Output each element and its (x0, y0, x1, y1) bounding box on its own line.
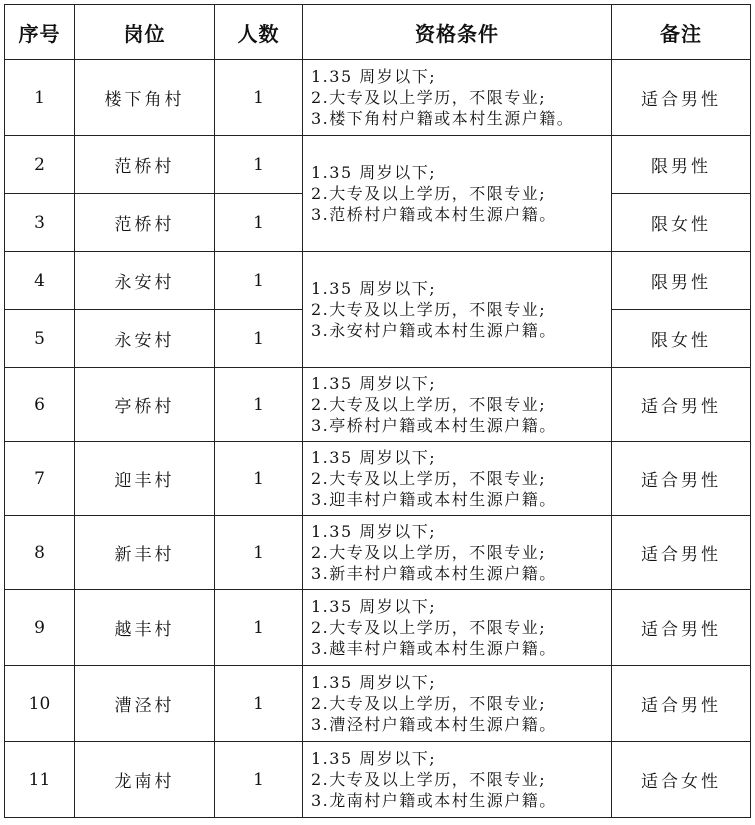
post-name: 楼下角村 (75, 60, 215, 136)
conditions-cell (303, 252, 612, 368)
condition-line: 2.大专及以上学历，不限专业; (311, 543, 547, 562)
condition-line: 1.35 周岁以下; (311, 448, 437, 467)
row-number: 7 (5, 442, 75, 516)
post-name: 范桥村 (75, 194, 215, 252)
post-name: 范桥村 (75, 136, 215, 194)
condition-line: 2.大专及以上学历，不限专业; (311, 770, 547, 789)
table-row (5, 252, 751, 310)
condition-line: 3.楼下角村户籍或本村生源户籍。 (311, 109, 575, 128)
table-row (5, 442, 751, 516)
table-row (5, 590, 751, 666)
headcount: 1 (215, 442, 303, 516)
condition-line: 2.大专及以上学历，不限专业; (311, 395, 547, 414)
row-number: 11 (5, 742, 75, 818)
header-count: 人数 (215, 5, 303, 60)
condition-line: 1.35 周岁以下; (311, 673, 437, 692)
conditions-cell (303, 368, 612, 442)
condition-line: 3.迎丰村户籍或本村生源户籍。 (311, 490, 557, 509)
table-row (5, 368, 751, 442)
condition-line: 2.大专及以上学历，不限专业; (311, 618, 547, 637)
condition-line: 2.大专及以上学历，不限专业; (311, 88, 547, 107)
row-number: 4 (5, 252, 75, 310)
condition-line: 3.永安村户籍或本村生源户籍。 (311, 321, 557, 340)
row-number: 9 (5, 590, 75, 666)
remarks-cell: 适合男性 (612, 666, 751, 742)
header-conditions: 资格条件 (303, 5, 612, 60)
header-post: 岗位 (75, 5, 215, 60)
headcount: 1 (215, 60, 303, 136)
headcount: 1 (215, 368, 303, 442)
headcount: 1 (215, 136, 303, 194)
condition-line: 1.35 周岁以下; (311, 279, 437, 298)
post-name: 迎丰村 (75, 442, 215, 516)
condition-line: 3.越丰村户籍或本村生源户籍。 (311, 639, 557, 658)
remarks-cell: 限女性 (612, 194, 751, 252)
condition-line: 2.大专及以上学历，不限专业; (311, 469, 547, 488)
remarks-cell: 适合男性 (612, 516, 751, 590)
post-name: 永安村 (75, 252, 215, 310)
condition-line: 2.大专及以上学历，不限专业; (311, 694, 547, 713)
row-number: 8 (5, 516, 75, 590)
condition-line: 1.35 周岁以下; (311, 67, 437, 86)
row-number: 1 (5, 60, 75, 136)
header-remarks: 备注 (612, 5, 751, 60)
condition-line: 1.35 周岁以下; (311, 374, 437, 393)
table-row (5, 666, 751, 742)
conditions-cell (303, 442, 612, 516)
remarks-cell: 适合女性 (612, 742, 751, 818)
condition-line: 3.漕泾村户籍或本村生源户籍。 (311, 715, 557, 734)
condition-line: 3.亭桥村户籍或本村生源户籍。 (311, 416, 557, 435)
post-name: 新丰村 (75, 516, 215, 590)
conditions-cell (303, 666, 612, 742)
condition-line: 2.大专及以上学历，不限专业; (311, 300, 547, 319)
row-number: 2 (5, 136, 75, 194)
condition-line: 2.大专及以上学历，不限专业; (311, 184, 547, 203)
table-row (5, 742, 751, 818)
remarks-cell: 适合男性 (612, 368, 751, 442)
remarks-cell: 限女性 (612, 310, 751, 368)
headcount: 1 (215, 590, 303, 666)
conditions-cell (303, 136, 612, 252)
header-no: 序号 (5, 5, 75, 60)
post-name: 越丰村 (75, 590, 215, 666)
row-number: 5 (5, 310, 75, 368)
remarks-cell: 限男性 (612, 252, 751, 310)
headcount: 1 (215, 742, 303, 818)
row-number: 3 (5, 194, 75, 252)
conditions-cell (303, 60, 612, 136)
condition-line: 3.范桥村户籍或本村生源户籍。 (311, 205, 557, 224)
table-row (5, 60, 751, 136)
condition-line: 1.35 周岁以下; (311, 522, 437, 541)
conditions-cell (303, 590, 612, 666)
headcount: 1 (215, 194, 303, 252)
post-name: 亭桥村 (75, 368, 215, 442)
headcount: 1 (215, 516, 303, 590)
remarks-cell: 适合男性 (612, 590, 751, 666)
remarks-cell: 适合男性 (612, 442, 751, 516)
row-number: 10 (5, 666, 75, 742)
headcount: 1 (215, 310, 303, 368)
post-name: 永安村 (75, 310, 215, 368)
header-row (5, 5, 751, 60)
post-name: 龙南村 (75, 742, 215, 818)
conditions-cell (303, 742, 612, 818)
table-row (5, 136, 751, 194)
row-number: 6 (5, 368, 75, 442)
positions-table (4, 4, 751, 818)
condition-line: 3.龙南村户籍或本村生源户籍。 (311, 791, 557, 810)
condition-line: 1.35 周岁以下; (311, 163, 437, 182)
headcount: 1 (215, 666, 303, 742)
post-name: 漕泾村 (75, 666, 215, 742)
conditions-cell (303, 516, 612, 590)
condition-line: 1.35 周岁以下; (311, 749, 437, 768)
table-row (5, 516, 751, 590)
remarks-cell: 限男性 (612, 136, 751, 194)
headcount: 1 (215, 252, 303, 310)
condition-line: 3.新丰村户籍或本村生源户籍。 (311, 564, 557, 583)
condition-line: 1.35 周岁以下; (311, 597, 437, 616)
remarks-cell: 适合男性 (612, 60, 751, 136)
